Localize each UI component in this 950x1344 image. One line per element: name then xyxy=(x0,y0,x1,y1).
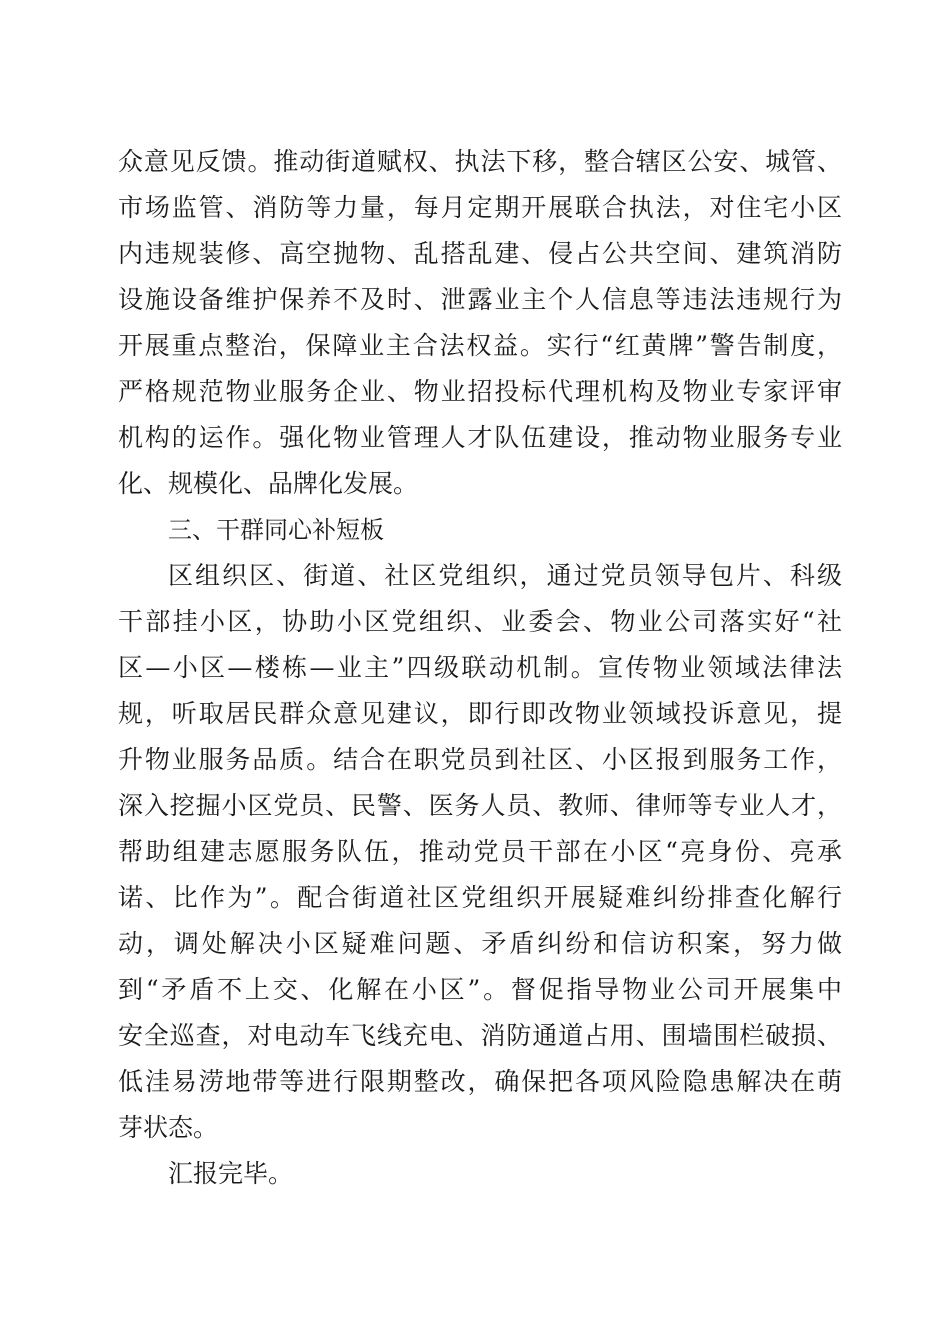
text-line: 诺、比作为”。配合街道社区党组织开展疑难纠纷排查化解行 xyxy=(118,883,842,912)
closing-remark: 汇报完毕。 xyxy=(168,1159,294,1188)
text-line: 到“矛盾不上交、化解在小区”。督促指导物业公司开展集中 xyxy=(118,975,842,1004)
text-line: 动，调处解决小区疑难问题、矛盾纠纷和信访积案，努力做 xyxy=(118,929,842,958)
text-line: 设施设备维护保养不及时、泄露业主个人信息等违法违规行为 xyxy=(118,285,842,314)
text-line: 深入挖掘小区党员、民警、医务人员、教师、律师等专业人才， xyxy=(118,791,842,820)
text-line: 化、规模化、品牌化发展。 xyxy=(118,469,419,498)
paragraph-1 xyxy=(118,139,842,507)
text-line: 安全巡查，对电动车飞线充电、消防通道占用、围墙围栏破损、 xyxy=(118,1021,842,1050)
text-line: 低洼易涝地带等进行限期整改，确保把各项风险隐患解决在萌 xyxy=(118,1067,842,1096)
text-line: 内违规装修、高空抛物、乱搭乱建、侵占公共空间、建筑消防 xyxy=(118,239,842,268)
text-line: 升物业服务品质。结合在职党员到社区、小区报到服务工作， xyxy=(118,745,842,774)
text-line: 芽状态。 xyxy=(118,1113,219,1142)
text-line: 帮助组建志愿服务队伍，推动党员干部在小区“亮身份、亮承 xyxy=(118,837,842,866)
text-line: 干部挂小区，协助小区党组织、业委会、物业公司落实好“社 xyxy=(118,607,842,636)
text-line: 众意见反馈。推动街道赋权、执法下移，整合辖区公安、城管、 xyxy=(118,147,842,176)
section-heading: 三、干群同心补短板 xyxy=(168,516,384,544)
text-line: 机构的运作。强化物业管理人才队伍建设，推动物业服务专业 xyxy=(118,423,842,452)
text-line: 区组织区、街道、社区党组织，通过党员领导包片、科级 xyxy=(168,561,842,590)
paragraph-2 xyxy=(118,553,842,1151)
document-page xyxy=(118,139,842,1197)
text-line: 市场监管、消防等力量，每月定期开展联合执法，对住宅小区 xyxy=(118,193,842,222)
text-line: 规，听取居民群众意见建议，即行即改物业领域投诉意见，提 xyxy=(118,699,842,728)
text-line: 区—小区—楼栋—业主”四级联动机制。宣传物业领域法律法 xyxy=(118,653,842,682)
text-line: 开展重点整治，保障业主合法权益。实行“红黄牌”警告制度， xyxy=(118,331,842,360)
text-line: 严格规范物业服务企业、物业招投标代理机构及物业专家评审 xyxy=(118,377,842,406)
